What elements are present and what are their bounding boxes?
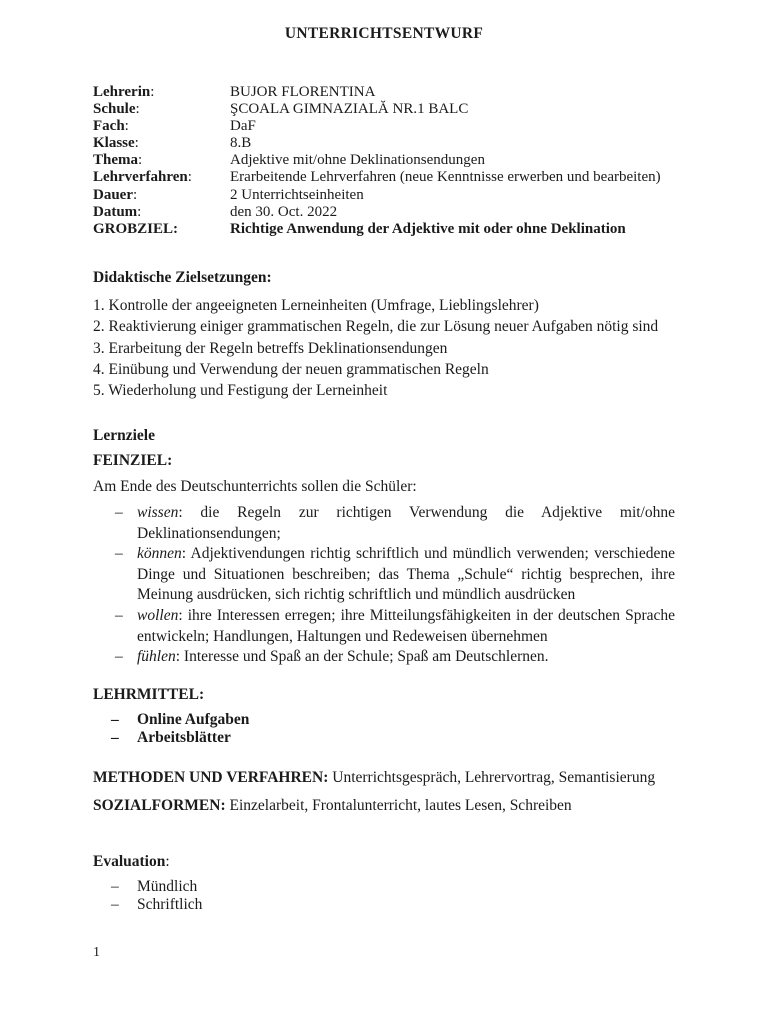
header-row-schule xyxy=(93,101,693,118)
field-label-cell xyxy=(93,84,230,101)
didaktische-zielsetzungen-heading: Didaktische Zielsetzungen: xyxy=(93,269,272,286)
goal-keyword: können xyxy=(137,545,182,563)
lernziele-heading: Lernziele xyxy=(93,427,155,444)
dash-bullet: – xyxy=(115,545,123,563)
sozialformen-text: Einzelarbeit, Frontalunterricht, lautes Lesen, Schreiben xyxy=(229,797,572,814)
field-value: 8.B xyxy=(230,135,252,152)
goal-keyword: wollen xyxy=(137,606,179,624)
goal-list xyxy=(93,503,675,668)
colon: : xyxy=(137,203,142,220)
field-label-cell xyxy=(93,204,230,221)
colon: : xyxy=(124,118,129,135)
header-row-lehrerin xyxy=(93,84,693,101)
lehrmittel-list xyxy=(93,711,675,746)
dash-bullet: – xyxy=(111,711,119,728)
dash-bullet: – xyxy=(115,648,123,666)
item-text: Kontrolle der angeeigneten Lerneinheiten (Umfrage, Lieblingslehrer) xyxy=(108,297,539,314)
field-value: den 30. Oct. 2022 xyxy=(230,203,338,220)
item-text: Einübung und Verwendung der neuen grammatischen Regeln xyxy=(108,360,489,378)
evaluation-list xyxy=(93,878,675,913)
methoden-text: Unterrichtsgespräch, Lehrervortrag, Semantisierung xyxy=(332,769,656,786)
goal-text: : die Regeln zur richtigen Verwendung die Adjektive mit/ohne Deklinationsendungen; xyxy=(137,504,675,542)
goal-item-fuehlen xyxy=(93,647,675,668)
colon: : xyxy=(133,186,138,203)
methoden-label: METHODEN UND VERFAHREN: xyxy=(93,769,329,786)
goal-item-wollen xyxy=(93,606,675,647)
goal-keyword: wissen xyxy=(137,504,179,521)
header-row-datum xyxy=(93,204,693,221)
item-number: 2. xyxy=(93,318,105,336)
item-text: Wiederholung und Festigung der Lerneinheit xyxy=(108,382,388,400)
lehrmittel-item xyxy=(93,729,675,747)
goal-text: : ihre Interessen erregen; ihre Mitteilungsfähigkeiten in der deutschen Sprache entwickeln; Handlungen, Haltungen und Redeweisen übernehmen xyxy=(137,606,675,645)
field-label-cell xyxy=(93,169,230,186)
lehrmittel-heading: LEHRMITTEL: xyxy=(93,686,205,703)
sozialformen-paragraph xyxy=(93,797,572,815)
goal-text: : Adjektivendungen richtig schriftlich und mündlich verwenden; verschiedene Dinge und Situationen beschreiben; das Thema „Schule“ richtig besprechen, ihre Meinung ausdrücken, sich richtig schriftlich und mündlich ausdrücken xyxy=(137,545,675,604)
document-title: UNTERRICHTSENTWURF xyxy=(284,25,484,42)
colon: : xyxy=(150,84,155,100)
goal-item-wissen xyxy=(93,503,675,544)
field-label-cell xyxy=(93,187,230,204)
field-label-cell xyxy=(93,152,230,169)
item-text: Erarbeitung der Regeln betreffs Deklinationsendungen xyxy=(108,339,448,357)
lernziele-intro: Am Ende des Deutschunterrichts sollen die Schüler: xyxy=(93,478,417,495)
field-label: Dauer xyxy=(93,186,133,203)
lehrmittel-item xyxy=(93,711,675,729)
evaluation-heading-text: Evaluation xyxy=(93,853,166,870)
dash-bullet: – xyxy=(111,728,119,746)
colon: : xyxy=(134,135,139,152)
goal-text: : Interesse und Spaß an der Schule; Spaß am Deutschlernen. xyxy=(175,648,549,666)
field-value: 2 Unterrichtseinheiten xyxy=(230,186,364,203)
item-number: 3. xyxy=(93,339,105,357)
numbered-item xyxy=(93,338,693,359)
field-label-cell xyxy=(93,118,230,135)
field-label-cell xyxy=(93,101,230,118)
item-text: Reaktivierung einiger grammatischen Regeln, die zur Lösung neuer Aufgaben nötig sind xyxy=(108,318,659,336)
page-number: 1 xyxy=(93,945,100,960)
field-label-cell xyxy=(93,135,230,152)
item-number: 5. xyxy=(93,382,105,400)
header-row-thema xyxy=(93,152,693,169)
methoden-paragraph xyxy=(93,769,655,787)
dash-bullet: – xyxy=(115,606,123,624)
item-text: Schriftlich xyxy=(137,895,203,913)
goal-keyword: fühlen xyxy=(137,648,176,666)
colon: : xyxy=(173,220,179,237)
field-label: Lehrerin xyxy=(93,84,151,100)
field-label: Fach xyxy=(93,118,125,135)
dash-bullet: – xyxy=(111,878,119,895)
header-row-klasse xyxy=(93,135,693,152)
sozialformen-label: SOZIALFORMEN: xyxy=(93,797,226,814)
evaluation-item xyxy=(93,896,675,914)
colon: : xyxy=(165,853,170,870)
colon: : xyxy=(187,169,192,186)
field-label: GROBZIEL xyxy=(93,220,174,237)
field-value: BUJOR FLORENTINA xyxy=(230,84,376,100)
header-field-block xyxy=(93,84,693,238)
item-text: Online Aufgaben xyxy=(137,711,250,728)
header-row-dauer xyxy=(93,187,693,204)
evaluation-item xyxy=(93,878,675,896)
goal-item-koennen xyxy=(93,544,675,606)
field-label: Lehrverfahren xyxy=(93,169,188,186)
dash-bullet: – xyxy=(115,504,123,521)
header-row-fach xyxy=(93,118,693,135)
field-value: ŞCOALA GIMNAZIALĂ NR.1 BALC xyxy=(230,101,469,118)
field-label: Schule xyxy=(93,101,136,118)
dash-bullet: – xyxy=(111,895,119,913)
colon: : xyxy=(138,152,143,169)
field-label: Datum xyxy=(93,203,138,220)
field-value: Erarbeitende Lehrverfahren (neue Kenntnisse erwerben und bearbeiten) xyxy=(230,169,661,186)
didaktische-list xyxy=(93,295,693,401)
numbered-item xyxy=(93,359,693,380)
field-value: DaF xyxy=(230,118,256,135)
item-number: 1. xyxy=(93,297,105,314)
field-label-cell xyxy=(93,221,230,238)
feinziel-heading: FEINZIEL: xyxy=(93,452,173,469)
evaluation-heading xyxy=(93,853,170,871)
numbered-item xyxy=(93,316,693,337)
field-value: Richtige Anwendung der Adjektive mit oder ohne Deklination xyxy=(230,220,626,237)
colon: : xyxy=(135,101,140,118)
item-text: Mündlich xyxy=(137,878,198,895)
header-row-grobziel xyxy=(93,221,693,238)
field-label: Klasse xyxy=(93,135,135,152)
header-row-lehrverfahren xyxy=(93,169,693,186)
numbered-item xyxy=(93,380,693,401)
field-value: Adjektive mit/ohne Deklinationsendungen xyxy=(230,152,485,169)
field-label: Thema xyxy=(93,152,138,169)
numbered-item xyxy=(93,295,693,316)
item-number: 4. xyxy=(93,360,105,378)
item-text: Arbeitsblätter xyxy=(137,728,231,746)
